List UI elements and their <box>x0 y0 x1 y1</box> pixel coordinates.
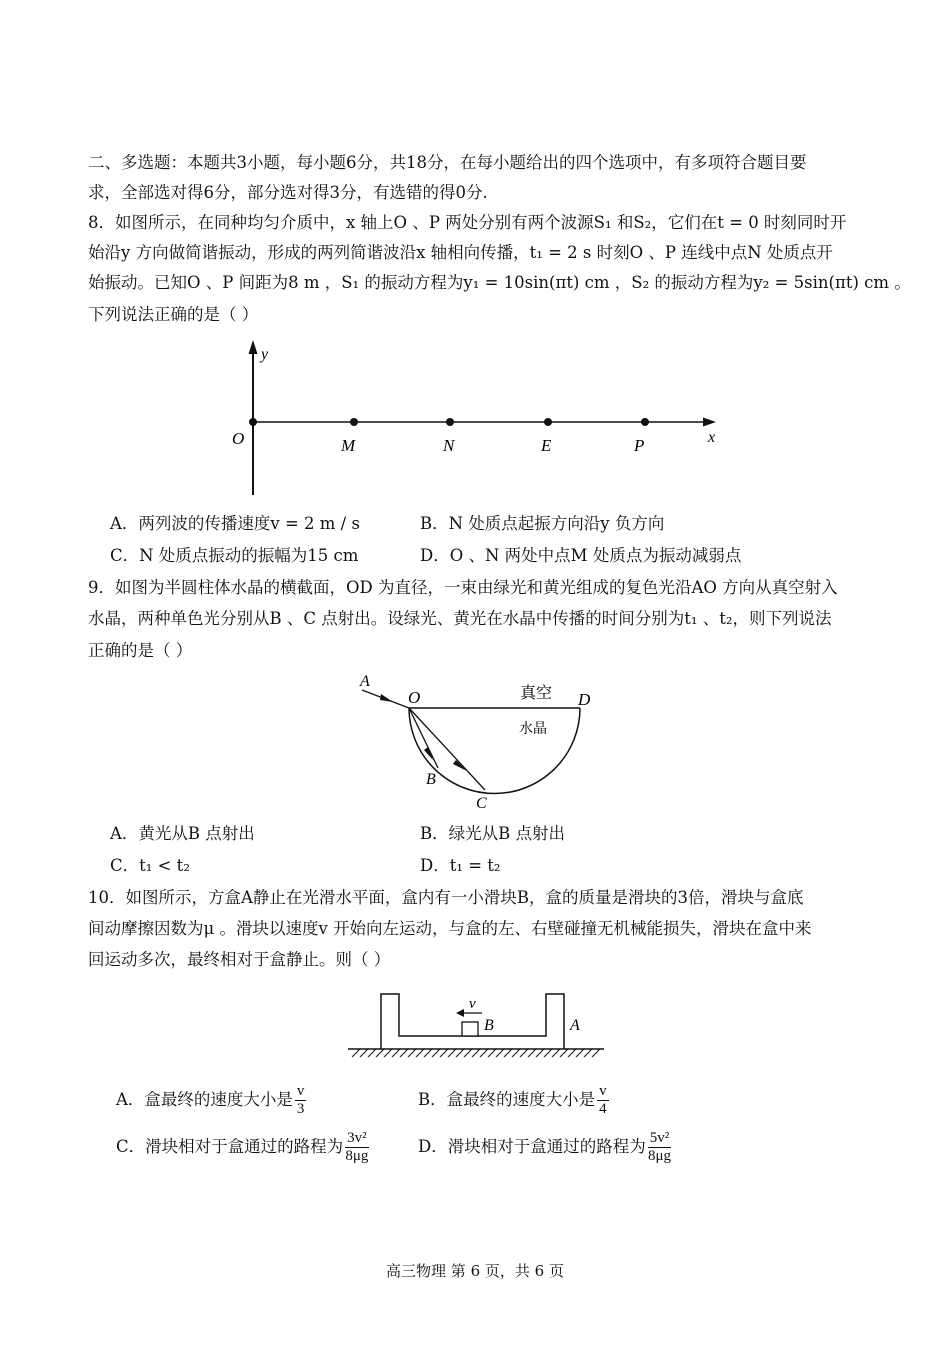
q8-stem-line-3: 始振动。已知O 、P 间距为8 m ，S₁ 的振动方程为y₁ = 10sin(πt) cm ，S₂ 的振动方程为y₂ = 5sin(πt) cm 。 <box>88 273 911 292</box>
q10-option-b[interactable] <box>418 1083 609 1118</box>
q10-option-c-fraction: $\frac{\text{3v²}}{8\mu g}$ <box>345 1130 369 1164</box>
svg-text:B: B <box>484 1017 494 1034</box>
point-n <box>446 418 454 426</box>
origin-label: O <box>232 429 245 448</box>
svg-text:水晶: 水晶 <box>519 721 547 737</box>
q9-stem-line-3: 正确的是（ ） <box>88 641 193 660</box>
q8-option-a[interactable]: A．两列波的传播速度v = 2 m / s <box>110 514 360 533</box>
q8-stem-line-1: 8．如图所示，在同种均匀介质中，x 轴上O 、P 两处分别有两个波源S₁ 和S₂，它们在t = 0 时刻同时开 <box>88 213 847 232</box>
page-footer: 高三物理 第 6 页，共 6 页 <box>386 1262 564 1280</box>
svg-text:D: D <box>578 690 591 709</box>
q9-option-d[interactable]: D．t₁ = t₂ <box>420 856 501 875</box>
point-m <box>350 418 358 426</box>
q10-option-b-text: B．盒最终的速度大小是 <box>418 1090 596 1109</box>
q10-option-d-fraction: $\frac{\text{5v²}}{8\mu g}$ <box>647 1130 671 1164</box>
q10-option-a-text: A．盒最终的速度大小是 <box>116 1090 293 1109</box>
p-label: P <box>634 436 645 455</box>
n-label: N <box>443 436 455 455</box>
q8-option-b[interactable]: B．N 处质点起振方向沿y 负方向 <box>420 514 665 533</box>
q10-stem-line-2: 间动摩擦因数为μ 。滑块以速度v 开始向左运动，与盒的左、右壁碰撞无机械能损失，滑块在盒中来 <box>88 919 812 938</box>
svg-text:C: C <box>476 795 487 812</box>
q9-option-c[interactable]: C．t₁ < t₂ <box>110 856 190 875</box>
point-e <box>544 418 552 426</box>
q8-option-c[interactable]: C．N 处质点振动的振幅为15 cm <box>110 546 359 565</box>
svg-text:B: B <box>426 771 436 788</box>
q10-option-c[interactable] <box>116 1130 369 1165</box>
q9-crystal-figure <box>359 673 591 812</box>
q8-option-d[interactable]: D．O 、N 两处中点M 处质点为振动减弱点 <box>420 546 742 565</box>
svg-text:真空: 真空 <box>520 683 553 702</box>
section-line-1: 二、多选题：本题共3小题，每小题6分，共18分，在每小题给出的四个选项中，有多项符合题目要 <box>88 153 807 172</box>
m-label: M <box>341 436 356 455</box>
q10-option-a[interactable] <box>116 1083 306 1118</box>
q9-stem-line-1: 9．如图为半圆柱体水晶的横截面，OD 为直径，一束由绿光和黄光组成的复色光沿AO 方向从真空射入 <box>88 578 838 597</box>
q10-option-c-text: C．滑块相对于盒通过的路程为 <box>116 1137 344 1156</box>
y-axis-label: y <box>261 346 269 363</box>
svg-text:A: A <box>360 673 370 690</box>
q10-stem-line-1: 10．如图所示，方盒A静止在光滑水平面，盒内有一小滑块B，盒的质量是滑块的3倍，滑块与盒底 <box>88 888 804 907</box>
q10-option-d-text: D．滑块相对于盒通过的路程为 <box>418 1137 646 1156</box>
q10-option-d[interactable] <box>418 1130 671 1165</box>
q9-option-b[interactable]: B．绿光从B 点射出 <box>420 824 565 843</box>
svg-text:v: v <box>469 996 476 1012</box>
origin-point <box>249 418 257 426</box>
point-p <box>641 418 649 426</box>
section-line-2: 求，全部选对得6分，部分选对得3分，有选错的得0分. <box>88 183 488 202</box>
q8-stem-line-4: 下列说法正确的是（ ） <box>88 305 259 324</box>
svg-text:O: O <box>408 688 421 707</box>
q9-stem-line-2: 水晶，两种单色光分别从B 、C 点射出。设绿光、黄光在水晶中传播的时间分别为t₁ 、t₂，则下列说法 <box>88 609 832 628</box>
q10-option-b-fraction: $\frac{v}{4}$ <box>599 1083 607 1117</box>
q10-box-figure <box>348 994 604 1057</box>
q10-option-a-fraction: $\frac{v}{3}$ <box>296 1083 305 1117</box>
x-axis-label: x <box>708 429 716 446</box>
q10-stem-line-3: 回运动多次，最终相对于盒静止。则（ ） <box>88 950 391 969</box>
q8-stem-line-2: 始沿y 方向做简谐振动，形成的两列简谐波沿x 轴相向传播，t₁ = 2 s 时刻O 、P 连线中点N 处质点开 <box>88 243 833 262</box>
svg-text:A: A <box>570 1017 580 1034</box>
q9-option-a[interactable]: A．黄光从B 点射出 <box>110 824 255 843</box>
e-label: E <box>541 436 552 455</box>
